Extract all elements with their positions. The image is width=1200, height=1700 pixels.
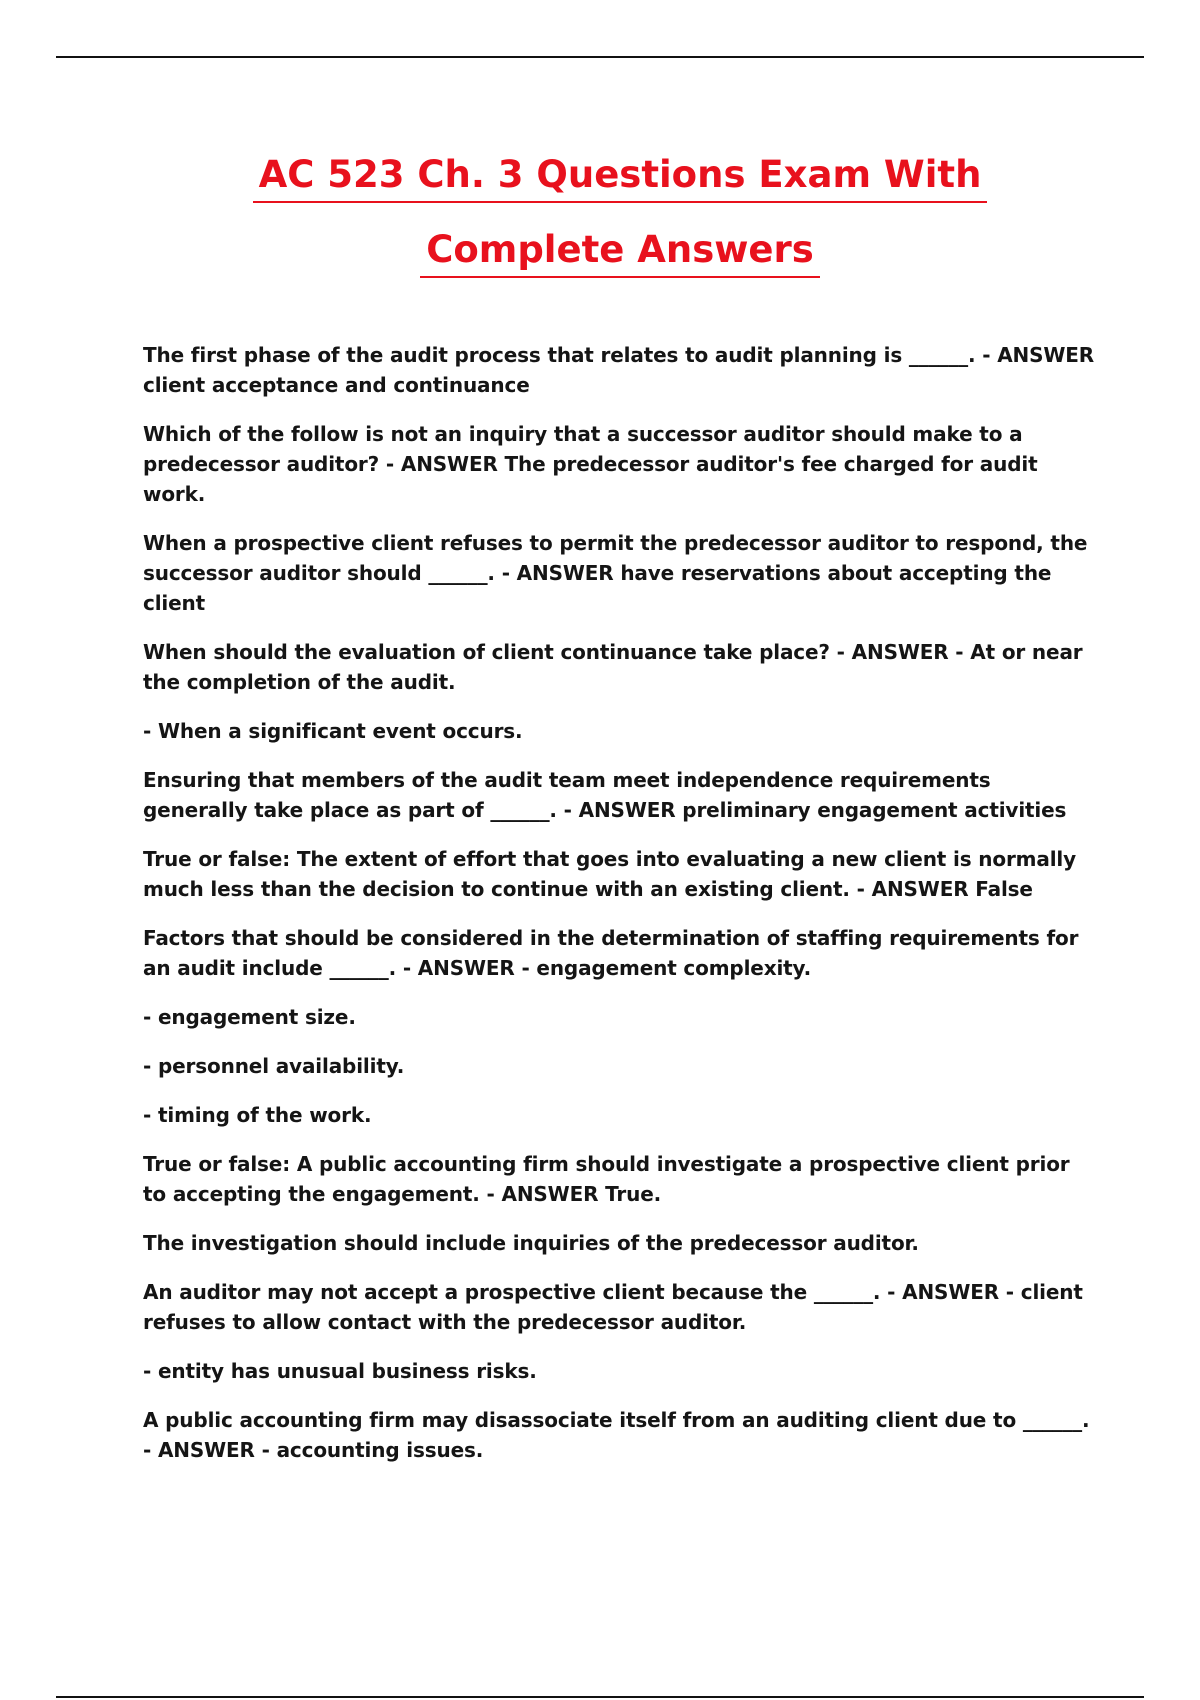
qa-paragraph: True or false: A public accounting firm should investigate a prospective client prior to accepting the engagement. - ANSWER True. bbox=[143, 1152, 1070, 1206]
qa-paragraph: An auditor may not accept a prospective client because the ______. - ANSWER - client refuses to allow contact with the predecessor auditor. bbox=[143, 1280, 1083, 1334]
qa-paragraph: When a prospective client refuses to permit the predecessor auditor to respond, the successor auditor should ______. - ANSWER have reservations about accepting the client bbox=[143, 531, 1088, 615]
qa-paragraph: Which of the follow is not an inquiry that a successor auditor should make to a predecessor auditor? - ANSWER The predecessor auditor's fee charged for audit work. bbox=[143, 422, 1038, 506]
qa-paragraph: - engagement size. bbox=[143, 1005, 356, 1029]
title-line-2: Complete Answers bbox=[420, 224, 820, 278]
qa-paragraph: A public accounting firm may disassociate itself from an auditing client due to ______. - ANSWER - accounting issues. bbox=[143, 1408, 1090, 1462]
qa-paragraph: - When a significant event occurs. bbox=[143, 719, 523, 743]
qa-paragraph: The first phase of the audit process that relates to audit planning is ______. - ANSWER client acceptance and continuance bbox=[143, 343, 1095, 397]
qa-paragraph: True or false: The extent of effort that goes into evaluating a new client is normally much less than the decision to continue with an existing client. - ANSWER False bbox=[143, 847, 1077, 901]
qa-paragraph: Factors that should be considered in the determination of staffing requirements for an audit include ______. - ANSWER - engagement complexity. bbox=[143, 926, 1079, 980]
footer-rule bbox=[56, 1696, 1144, 1698]
header-rule bbox=[56, 56, 1144, 58]
qa-content bbox=[143, 340, 1098, 1484]
qa-paragraph: The investigation should include inquiries of the predecessor auditor. bbox=[143, 1231, 919, 1255]
qa-paragraph: When should the evaluation of client continuance take place? - ANSWER - At or near the completion of the audit. bbox=[143, 640, 1083, 694]
qa-paragraph: Ensuring that members of the audit team meet independence requirements generally take place as part of ______. - ANSWER preliminary engagement activities bbox=[143, 768, 1067, 822]
qa-paragraph: - entity has unusual business risks. bbox=[143, 1359, 537, 1383]
qa-paragraph: - personnel availability. bbox=[143, 1054, 405, 1078]
qa-paragraph: - timing of the work. bbox=[143, 1103, 372, 1127]
title-line-1: AC 523 Ch. 3 Questions Exam With bbox=[253, 149, 988, 203]
document-title bbox=[0, 142, 1200, 283]
